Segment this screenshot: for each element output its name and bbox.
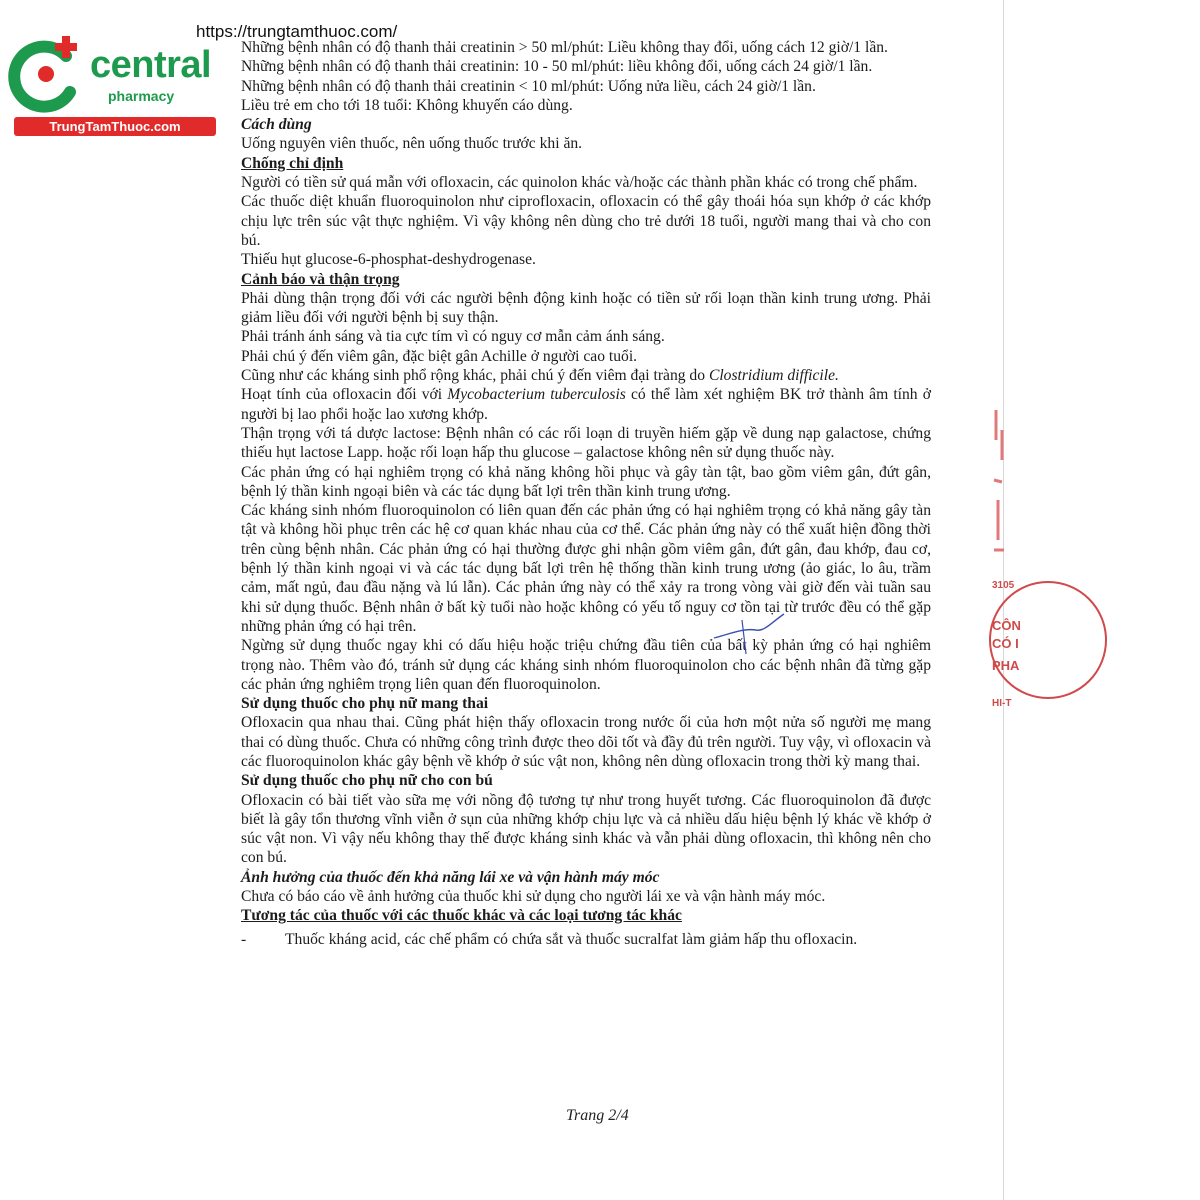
heading-tuong-tac: Tương tác của thuốc với các thuốc khác và các loại tương tác khác	[241, 907, 682, 925]
paragraph-clostridium	[241, 366, 931, 385]
logo-subtitle: pharmacy	[108, 88, 175, 104]
paragraph: Thiếu hụt glucose-6-phosphat-deshydrogenase.	[241, 251, 536, 269]
list-item-text: Thuốc kháng acid, các chế phẩm có chứa sắt và thuốc sucralfat làm giảm hấp thu ofloxacin.	[285, 930, 858, 948]
stamp-text-2: CÔN	[992, 618, 1021, 633]
stamp-text-3: CÓ I	[992, 636, 1019, 651]
paragraph: Phải tránh ánh sáng và tia cực tím vì có nguy cơ mẫn cảm ánh sáng.	[241, 328, 665, 346]
central-pharmacy-logo[interactable]	[8, 36, 213, 136]
logo-c-icon	[8, 36, 88, 116]
list-item	[241, 930, 931, 949]
logo-banner: TrungTamThuoc.com	[14, 117, 216, 136]
species-name: Clostridium difficile.	[708, 367, 839, 385]
pen-mark-icon	[712, 608, 792, 658]
paragraph: Liều trẻ em cho tới 18 tuổi: Không khuyến cáo dùng.	[241, 96, 573, 114]
paragraph: Phải dùng thận trọng đối với các người bệnh động kinh hoặc có tiền sử rối loạn thần kinh trung ương. Phải giảm liều đối với người bệnh bị suy thận.	[241, 289, 931, 327]
paragraph: Những bệnh nhân có độ thanh thải creatinin < 10 ml/phút: Uống nửa liều, cách 24 giờ/1 lần.	[241, 77, 816, 95]
logo-name: central	[90, 44, 212, 86]
paragraph: Ofloxacin có bài tiết vào sữa mẹ với nồng độ tương tự như trong huyết tương. Các fluoroquinolon đã được biết là gây tổn thương vĩnh viễn ở sụn của những khớp chịu lực và cả nhiều dấu hiệu bệnh lý khác về khớp ở súc vật non. Vì vậy nếu không thay thế được kháng sinh khác và vẫn phải dùng ofloxacin, thì không nên cho con bú.	[241, 791, 931, 867]
heading-lai-xe: Ảnh hưởng của thuốc đến khả năng lái xe và vận hành máy móc	[241, 868, 660, 886]
paragraph: Những bệnh nhân có độ thanh thải creatinin: 10 - 50 ml/phút: liều không đổi, uống cách 24 giờ/1 lần.	[241, 58, 873, 76]
paragraph: Chưa có báo cáo về ảnh hưởng của thuốc khi sử dụng cho người lái xe và vận hành máy móc.	[241, 888, 826, 906]
heading-cach-dung: Cách dùng	[241, 116, 312, 134]
paragraph: Người có tiền sử quá mẫn với ofloxacin, các quinolon khác và/hoặc các thành phần khác có trong chế phẩm.	[241, 174, 918, 192]
paragraph: Các thuốc diệt khuẩn fluoroquinolon như ciprofloxacin, ofloxacin có thể gây thoái hóa sụn khớp ở các khớp chịu lực trên súc vật thực nghiệm. Vì vậy không nên dùng cho trẻ dưới 18 tuổi, người mang thai và cho con bú.	[241, 193, 931, 249]
document-body	[241, 38, 931, 949]
heading-cho-con-bu: Sử dụng thuốc cho phụ nữ cho con bú	[241, 772, 493, 790]
list-dash: -	[241, 930, 247, 948]
heading-canh-bao: Cảnh báo và thận trọng	[241, 270, 400, 288]
paragraph: Các kháng sinh nhóm fluoroquinolon có liên quan đến các phản ứng có hại nghiêm trọng có khả năng gây tàn tật và không hồi phục trên các hệ cơ quan khác nhau của cơ thể. Các phản ứng này có thể xuất hiện đồng thời trên cùng bệnh nhân. Các phản ứng có hại thường được ghi nhận gồm viêm gân, đứt gân, đau khớp, đau cơ, bệnh lý thần kinh ngoại vi và các tác dụng bất lợi trên hệ thống thần kinh trung ương (ảo giác, lo âu, trầm cảm, mất ngủ, đau đầu nặng và lú lẫn). Các phản ứng này có thể xảy ra trong vòng vài giờ đến vài tuần sau khi sử dụng thuốc. Bệnh nhân ở bất kỳ tuổi nào hoặc không có yếu tố nguy cơ tồn tại từ trước đều có thể gặp những phản ứng có hại trên.	[241, 502, 931, 635]
stamp-text-1: 3105	[992, 580, 1015, 591]
site-url[interactable]: https://trungtamthuoc.com/	[196, 22, 398, 41]
paragraph: Ofloxacin qua nhau thai. Cũng phát hiện thấy ofloxacin trong nước ối của hơn một nửa số người mẹ mang thai có dùng thuốc. Chưa có những công trình được theo dõi tốt và đầy đủ trên người. Tuy vậy, vì ofloxacin và các fluoroquinolon khác gây bệnh về khớp ở súc vật non, không nên dùng ofloxacin trong thời kỳ mang thai.	[241, 714, 931, 770]
text-run: Hoạt tính của ofloxacin đối với	[241, 386, 448, 404]
text-run: có thể làm xét nghiệm BK trở thành âm tính ở người bị lao phổi hoặc lao xương khớp.	[241, 386, 931, 423]
paragraph-mycobacterium	[241, 385, 931, 424]
stamp-text-4: PHA	[992, 658, 1020, 673]
paragraph: Những bệnh nhân có độ thanh thải creatinin > 50 ml/phút: Liều không thay đổi, uống cách 12 giờ/1 lần.	[241, 39, 888, 56]
heading-mang-thai: Sử dụng thuốc cho phụ nữ mang thai	[241, 695, 489, 713]
stamp-text-5: HI-T	[992, 698, 1012, 709]
text-run: Cũng như các kháng sinh phổ rộng khác, phải chú ý đến viêm đại tràng do	[241, 367, 709, 385]
paragraph: Uống nguyên viên thuốc, nên uống thuốc trước khi ăn.	[241, 135, 583, 153]
paragraph: Ngừng sử dụng thuốc ngay khi có dấu hiệu hoặc triệu chứng đầu tiên của bất kỳ phản ứng có hại nghiêm trọng nào. Thêm vào đó, tránh sử dụng các kháng sinh nhóm fluoroquinolon cho các bệnh nhân đã từng gặp các phản ứng nghiêm trọng liên quan đến fluoroquinolon.	[241, 637, 931, 693]
paragraph: Phải chú ý đến viêm gân, đặc biệt gân Achille ở người cao tuổi.	[241, 347, 638, 365]
red-stamp-partial	[988, 400, 1021, 730]
heading-chong-chi-dinh: Chống chỉ định	[241, 154, 344, 172]
paragraph: Thận trọng với tá dược lactose: Bệnh nhân có các rối loạn di truyền hiếm gặp về dung nạp galactose, chứng thiếu hụt lactose Lapp. hoặc rối loạn hấp thu glucose – galactose không nên sử dụng thuốc này.	[241, 424, 931, 462]
species-name: Mycobacterium tuberculosis	[447, 386, 626, 404]
page-number: Trang 2/4	[566, 1107, 629, 1124]
paragraph: Các phản ứng có hại nghiêm trọng có khả năng không hồi phục và gây tàn tật, bao gồm viêm gân, đứt gân, bệnh lý thần kinh ngoại biên và các tác dụng bất lợi trên thần kinh trung ương.	[241, 463, 931, 500]
